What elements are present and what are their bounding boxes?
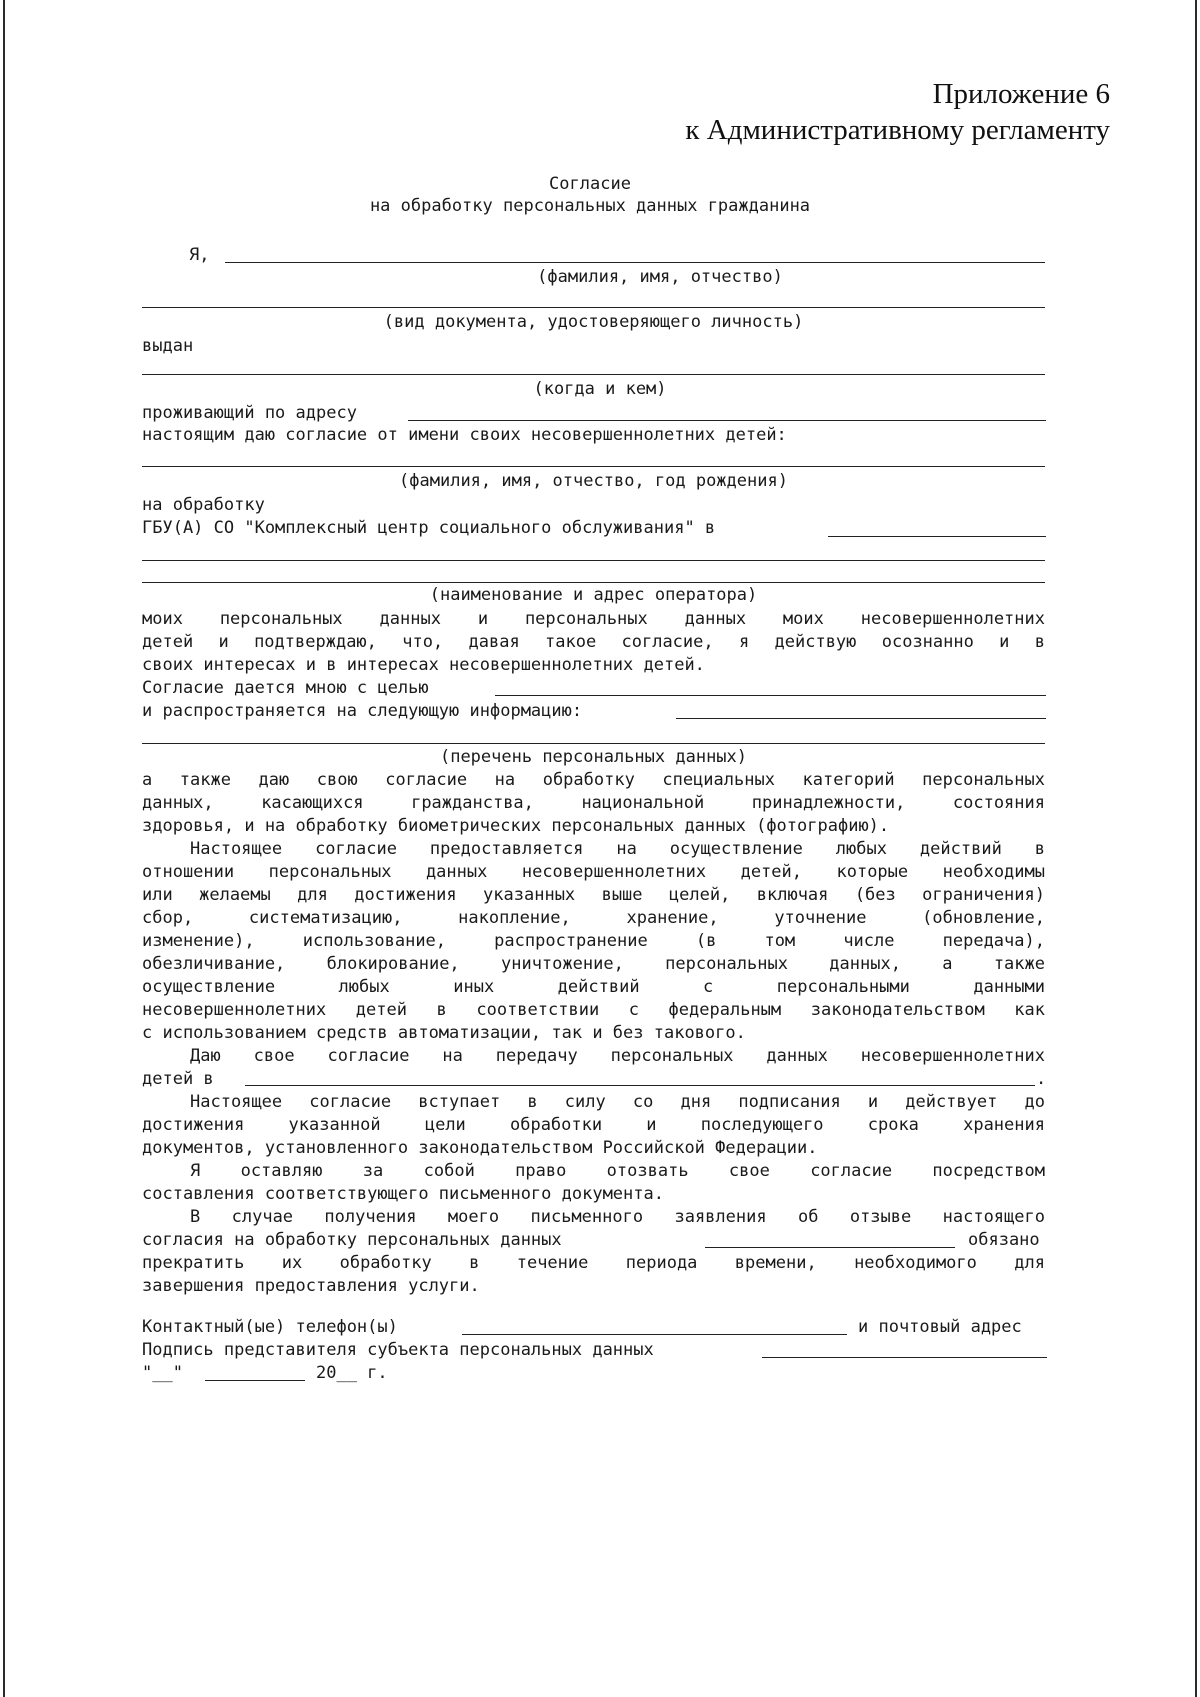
when-whom-caption: (когда и кем) — [533, 379, 667, 399]
postal-label: и почтовый адрес — [858, 1317, 1022, 1337]
issued-field-line[interactable] — [142, 374, 1045, 375]
p3-line-7: осуществление любых иных действий с персональными данными — [142, 977, 1045, 997]
fio-caption: (фамилия, имя, отчество) — [537, 267, 783, 287]
doc-title: Согласие — [549, 174, 631, 194]
p5-line-3: документов, установленного законодательством Российской Федерации. — [142, 1138, 818, 1158]
p3-line-2: отношении персональных данных несовершеннолетних детей, которые необходимы — [142, 862, 1045, 882]
consent-on-behalf: настоящим даю согласие от имени своих несовершеннолетних детей: — [142, 425, 787, 445]
p5-line-1: Настоящее согласие вступает в силу со дня подписания и действует до — [190, 1092, 1045, 1112]
p1-line-1: моих персональных данных и персональных данных моих несовершеннолетних — [142, 609, 1045, 629]
address-field-line[interactable] — [408, 420, 1046, 421]
signature-label: Подпись представителя субъекта персональных данных — [142, 1340, 654, 1360]
p2-line-3: здоровья, и на обработку биометрических персональных данных (фотографию). — [142, 816, 890, 836]
purpose-label: Согласие дается мною с целью — [142, 678, 429, 698]
p2-line-2: данных, касающихся гражданства, национальной принадлежности, состояния — [142, 793, 1045, 813]
p3-line-5: изменение), использование, распространение (в том числе передача), — [142, 931, 1045, 951]
p7-line-3: прекратить их обработку в течение периода времени, необходимого для — [142, 1253, 1045, 1273]
operator-field-line-2[interactable] — [142, 560, 1045, 561]
operator-line: ГБУ(А) СО "Комплексный центр социального обслуживания" в — [142, 518, 716, 538]
p5-line-2: достижения указанной цели обработки и последующего срока хранения — [142, 1115, 1045, 1135]
issued-label: выдан — [142, 336, 194, 356]
p3-line-1: Настоящее согласие предоставляется на осуществление любых действий в — [190, 839, 1045, 859]
revocation-operator-field-line[interactable] — [705, 1247, 955, 1248]
scan-edge-right — [1195, 0, 1197, 1697]
p6-line-2: составления соответствующего письменного документа. — [142, 1184, 664, 1204]
operator-field-line-3[interactable] — [142, 582, 1045, 583]
info-field-line-1[interactable] — [676, 718, 1046, 719]
p1-line-2: детей и подтверждаю, что, давая такое согласие, я действую осознанно и в — [142, 632, 1045, 652]
transfer-field-line[interactable] — [245, 1085, 1035, 1086]
date-month-field-line[interactable] — [205, 1380, 305, 1381]
signature-field-line[interactable] — [762, 1357, 1047, 1358]
p3-line-3: или желаемы для достижения указанных выше целей, включая (без ограничения) — [142, 885, 1045, 905]
p7-line-2b: обязано — [968, 1230, 1040, 1250]
p7-line-2a: согласия на обработку персональных данных — [142, 1230, 562, 1250]
fio-field-line[interactable] — [225, 262, 1045, 263]
appendix-number: Приложение 6 — [932, 78, 1110, 110]
address-label: проживающий по адресу — [142, 403, 357, 423]
pd-list-caption: (перечень персональных данных) — [439, 747, 748, 767]
children-caption: (фамилия, имя, отчество, год рождения) — [399, 471, 788, 491]
p1-line-3: своих интересах и в интересах несовершеннолетних детей. — [142, 655, 705, 675]
info-field-line-2[interactable] — [142, 743, 1045, 744]
for-processing-label: на обработку — [142, 495, 265, 515]
children-field-line[interactable] — [142, 466, 1045, 467]
p3-line-8: несовершеннолетних детей в соответствии с федеральным законодательством как — [142, 1000, 1045, 1020]
date-year: 20__ г. — [316, 1363, 388, 1383]
id-doc-caption: (вид документа, удостоверяющего личность) — [383, 312, 804, 332]
appendix-reference: к Административному регламенту — [685, 114, 1110, 146]
p7-line-4: завершения предоставления услуги. — [142, 1276, 480, 1296]
p2-line-1: а также даю свою согласие на обработку специальных категорий персональных — [142, 770, 1045, 790]
id-doc-field-line[interactable] — [142, 307, 1045, 308]
p4-end: . — [1036, 1069, 1047, 1089]
p6-line-1: Я оставляю за собой право отозвать свое согласие посредством — [190, 1161, 1045, 1181]
doc-subtitle: на обработку персональных данных гражданина — [369, 196, 811, 216]
purpose-field-line[interactable] — [495, 695, 1046, 696]
p4-line-2: детей в — [142, 1069, 214, 1089]
phone-label: Контактный(ые) телефон(ы) — [142, 1317, 398, 1337]
ya-label: Я, — [189, 245, 210, 265]
info-label: и распространяется на следующую информацию: — [142, 701, 583, 721]
p3-line-4: сбор, систематизацию, накопление, хранение, уточнение (обновление, — [142, 908, 1045, 928]
p3-line-9: с использованием средств автоматизации, так и без такового. — [142, 1023, 746, 1043]
scan-edge-left — [3, 0, 5, 1697]
phone-field-line[interactable] — [462, 1334, 847, 1335]
p7-line-1: В случае получения моего письменного заявления об отзыве настоящего — [190, 1207, 1045, 1227]
operator-caption: (наименование и адрес оператора) — [429, 585, 758, 605]
date-day: "__" — [142, 1363, 183, 1383]
operator-field-line-1[interactable] — [828, 536, 1046, 537]
p4-line-1: Даю свое согласие на передачу персональных данных несовершеннолетних — [190, 1046, 1045, 1066]
p3-line-6: обезличивание, блокирование, уничтожение, персональных данных, а также — [142, 954, 1045, 974]
